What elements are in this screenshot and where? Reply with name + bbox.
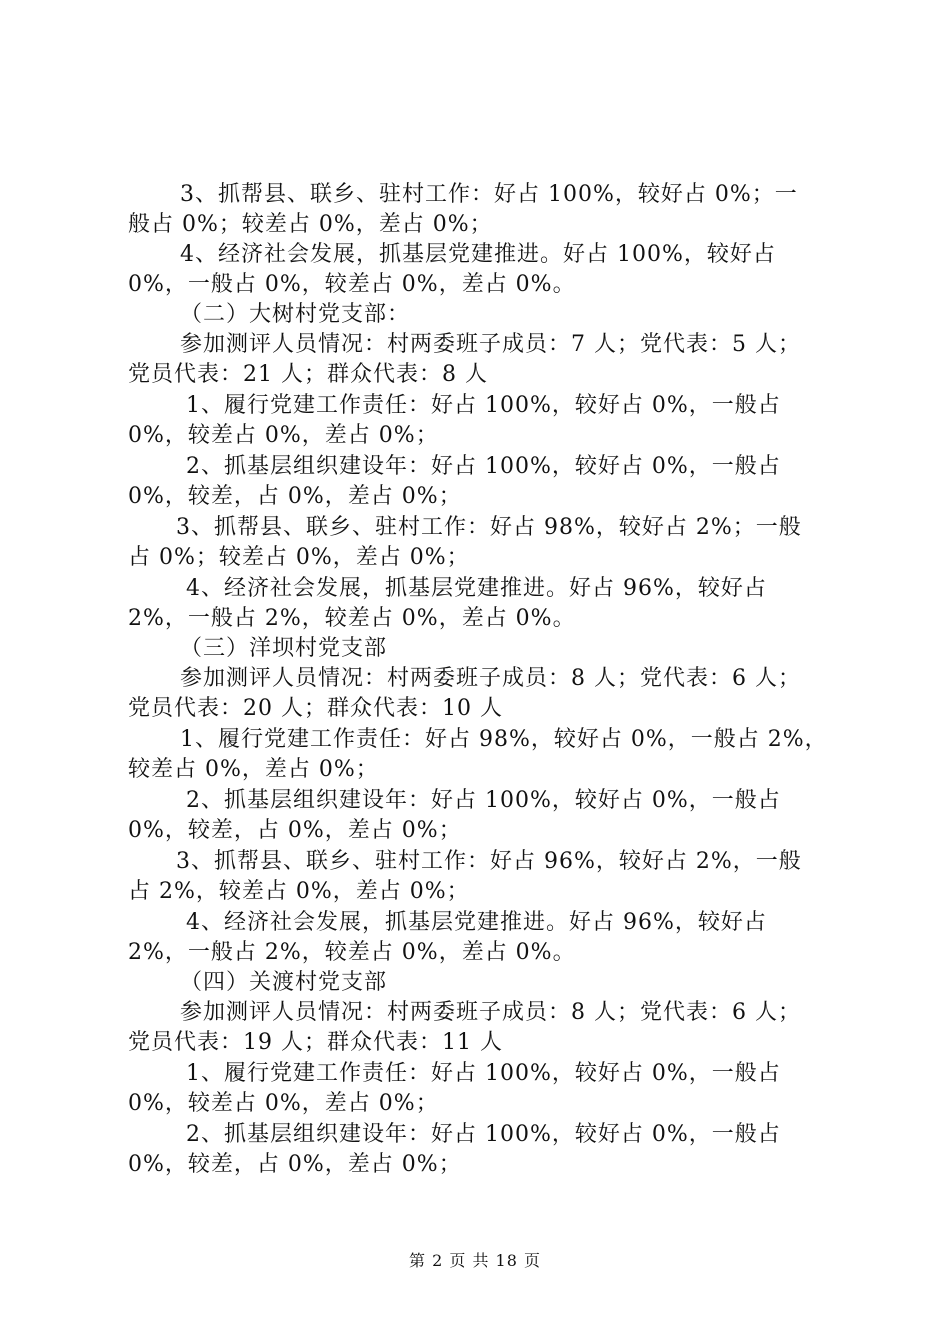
text-line: 3、抓帮县、联乡、驻村工作：好占 100%，较好占 0%；一 xyxy=(180,182,798,207)
text-line: 1、履行党建工作责任：好占 98%，较好占 0%，一般占 2%， xyxy=(180,727,828,752)
text-line: 参加测评人员情况：村两委班子成员：8 人；党代表：6 人； xyxy=(180,666,801,691)
text-line: 4、经济社会发展，抓基层党建推进。好占 100%，较好占 xyxy=(180,242,776,267)
text-line: 1、履行党建工作责任：好占 100%，较好占 0%，一般占 xyxy=(186,393,781,418)
text-line: 参加测评人员情况：村两委班子成员：8 人；党代表：6 人； xyxy=(180,1000,801,1025)
text-line: 2、抓基层组织建设年：好占 100%，较好占 0%，一般占 xyxy=(186,454,781,479)
text-line: 2、抓基层组织建设年：好占 100%，较好占 0%，一般占 xyxy=(186,1122,781,1147)
text-line: 2%，一般占 2%，较差占 0%，差占 0%。 xyxy=(128,940,576,965)
text-line: 2%，一般占 2%，较差占 0%，差占 0%。 xyxy=(128,606,576,631)
text-line: 占 0%；较差占 0%，差占 0%； xyxy=(128,545,470,570)
text-line: 参加测评人员情况：村两委班子成员：7 人；党代表：5 人； xyxy=(180,332,801,357)
text-line: 0%，较差占 0%，差占 0%； xyxy=(128,1091,439,1116)
text-line: 0%，较差，占 0%，差占 0%； xyxy=(128,484,462,509)
page-footer: 第 2 页 共 18 页 xyxy=(409,1251,541,1270)
text-line: 2、抓基层组织建设年：好占 100%，较好占 0%，一般占 xyxy=(186,788,781,813)
text-line: 较差占 0%，差占 0%； xyxy=(128,757,379,782)
text-line: 党员代表：19 人；群众代表：11 人 xyxy=(128,1030,503,1055)
text-line: 党员代表：21 人；群众代表：8 人 xyxy=(128,362,488,387)
text-line: 0%，一般占 0%，较差占 0%，差占 0%。 xyxy=(128,272,576,297)
section-heading: （三）洋坝村党支部 xyxy=(180,636,388,661)
text-line: 0%，较差，占 0%，差占 0%； xyxy=(128,1152,462,1177)
text-line: 党员代表：20 人；群众代表：10 人 xyxy=(128,696,503,721)
text-line: 0%，较差占 0%，差占 0%； xyxy=(128,423,439,448)
text-line: 0%，较差，占 0%，差占 0%； xyxy=(128,818,462,843)
section-heading: （二）大树村党支部： xyxy=(180,302,411,327)
text-line: 4、经济社会发展，抓基层党建推进。好占 96%，较好占 xyxy=(186,910,767,935)
section-heading: （四）关渡村党支部 xyxy=(180,970,388,995)
text-line: 3、抓帮县、联乡、驻村工作：好占 98%，较好占 2%；一般 xyxy=(176,515,802,540)
text-line: 占 2%，较差占 0%，差占 0%； xyxy=(128,879,470,904)
text-line: 1、履行党建工作责任：好占 100%，较好占 0%，一般占 xyxy=(186,1061,781,1086)
text-line: 4、经济社会发展，抓基层党建推进。好占 96%，较好占 xyxy=(186,576,767,601)
text-line: 3、抓帮县、联乡、驻村工作：好占 96%，较好占 2%，一般 xyxy=(176,849,802,874)
text-line: 般占 0%；较差占 0%，差占 0%； xyxy=(128,212,493,237)
